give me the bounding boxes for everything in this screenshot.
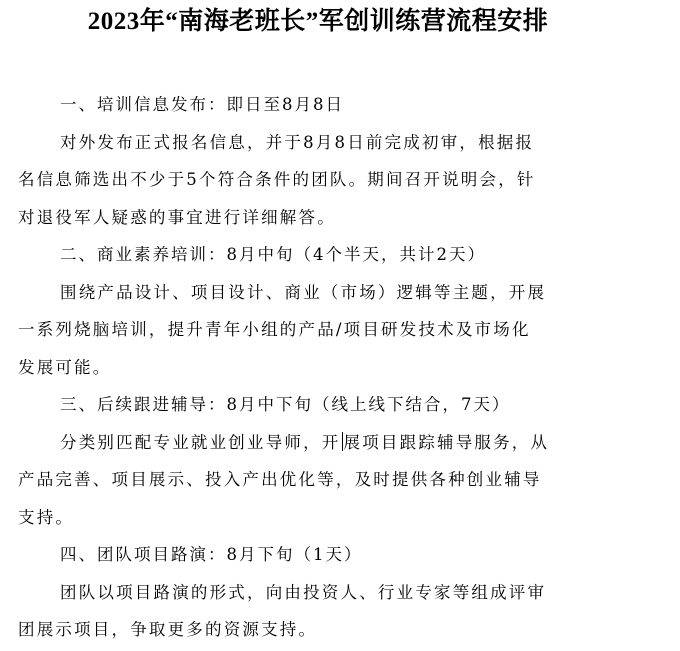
paragraph-line: 团队以项目路演的形式，向由投资人、行业专家等组成评审 xyxy=(60,582,547,602)
paragraph-line: 一系列烧脑培训，提升青年小组的产品/项目研发技术及市场化 xyxy=(18,320,531,339)
paragraph-line: 团展示项目，争取更多的资源支持。 xyxy=(18,620,318,639)
paragraph-line: 名信息筛选出不少于5个符合条件的团队。期间召开说明会，针 xyxy=(18,170,536,189)
paragraph-line: 对退役军人疑惑的事宜进行详细解答。 xyxy=(18,207,336,227)
paragraph-line: 产品完善、项目展示、投入产出优化等，及时提供各种创业辅导 xyxy=(18,470,542,489)
paragraph-line: 支持。 xyxy=(18,507,75,527)
section-paragraph-1 xyxy=(18,124,618,237)
paragraph-line-with-cursor[interactable] xyxy=(18,424,618,462)
section-paragraph-3 xyxy=(18,424,618,537)
section-paragraph-4 xyxy=(18,574,618,649)
section-heading-3: 三、后续跟进辅导：8月中下旬（线上线下结合，7天） xyxy=(60,395,511,414)
paragraph-line: 围绕产品设计、项目设计、商业（市场）逻辑等主题，开展 xyxy=(60,282,547,302)
document-body xyxy=(18,86,618,649)
text-cursor xyxy=(342,432,343,451)
section-paragraph-2 xyxy=(18,274,618,387)
section-heading-2: 二、商业素养培训：8月中旬（4个半天，共计2天） xyxy=(60,245,486,264)
paragraph-line: 对外发布正式报名信息，并于8月8日前完成初审，根据报 xyxy=(60,132,535,152)
paragraph-text-before-cursor: 分类别匹配专业就业创业导师，开 xyxy=(60,432,341,452)
paragraph-text-after-cursor: 展项目跟踪辅导服务，从 xyxy=(343,432,550,452)
paragraph-line: 发展可能。 xyxy=(18,357,112,377)
section-heading-1: 一、培训信息发布：即日至8月8日 xyxy=(60,95,344,114)
document-title: 2023年“南海老班长”军创训练营流程安排 xyxy=(87,8,549,35)
section-heading-4: 四、团队项目路演：8月下旬（1天） xyxy=(60,545,363,564)
